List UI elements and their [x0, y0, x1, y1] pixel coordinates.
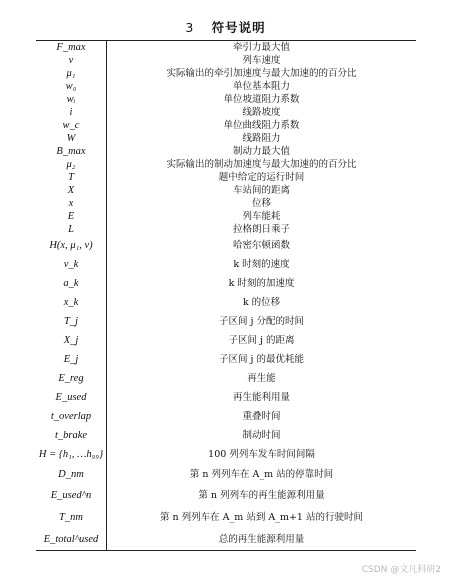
section-title: 符号说明 [211, 20, 266, 35]
table-row [36, 445, 416, 464]
table-row [36, 119, 416, 132]
section-heading [0, 18, 451, 36]
symbol-cell: x_k [36, 293, 107, 312]
table-row [36, 407, 416, 426]
symbol-cell: X_j [36, 331, 107, 350]
table-row [36, 293, 416, 312]
meaning-cell: 单位曲线阻力系数 [223, 120, 300, 131]
symbol-cell: E_used^n [36, 485, 107, 506]
meaning-cell: 位移 [251, 198, 271, 209]
meaning-cell: 制动力最大值 [232, 146, 290, 157]
meaning-cell: 列车速度 [242, 55, 281, 66]
meaning-cell: 实际输出的牵引加速度与最大加速的的百分比 [166, 68, 357, 79]
meaning-cell: 100 列列车发车时间间隔 [208, 449, 315, 460]
meaning-cell: k 时刻的速度 [233, 259, 290, 270]
meaning-cell: 题中给定的运行时间 [218, 172, 305, 183]
meaning-cell: 线路阻力 [242, 133, 281, 144]
symbol-cell: w₀ [36, 80, 107, 93]
symbol-cell: E [36, 210, 107, 223]
table-row [36, 312, 416, 331]
meaning-cell: 实际输出的制动加速度与最大加速的的百分比 [166, 159, 357, 170]
table-row [36, 274, 416, 293]
table-row [36, 67, 416, 80]
table-row [36, 80, 416, 93]
table-row [36, 106, 416, 119]
symbol-cell: W [36, 132, 107, 145]
table-row [36, 529, 416, 551]
meaning-cell: 牵引力最大值 [107, 41, 417, 55]
symbol-cell: wᵢ [36, 93, 107, 106]
table-row [36, 171, 416, 184]
watermark: CSDN @文凡科研2 [361, 565, 441, 575]
table-row [36, 132, 416, 145]
symbol-table [36, 40, 416, 551]
symbol-cell: i [36, 106, 107, 119]
symbol-cell: D_nm [36, 464, 107, 485]
table-row [36, 464, 416, 485]
meaning-cell: 线路坡度 [242, 107, 281, 118]
meaning-cell: 子区间 j 分配的时间 [219, 316, 304, 327]
symbol-cell: B_max [36, 145, 107, 158]
symbol-cell: E_reg [36, 369, 107, 388]
symbol-cell: x [36, 197, 107, 210]
table-row [36, 506, 416, 529]
section-number: 3 [185, 20, 195, 35]
table-row [36, 197, 416, 210]
table-row [36, 145, 416, 158]
symbol-cell: F_max [36, 41, 107, 55]
table-row [36, 350, 416, 369]
table-row [36, 184, 416, 197]
meaning-cell: 第 n 列列车在 A_m 站的停靠时间 [189, 469, 334, 480]
table-row [36, 369, 416, 388]
table-row [36, 223, 416, 236]
symbol-cell: E_j [36, 350, 107, 369]
meaning-cell: 列车能耗 [242, 211, 281, 222]
meaning-cell: 制动时间 [242, 430, 281, 441]
symbol-cell: E_used [36, 388, 107, 407]
table-row [36, 485, 416, 506]
symbol-cell: H = {h₁, …h₉₉} [36, 445, 107, 464]
meaning-cell: 第 n 列列车在 A_m 站到 A_m+1 站的行驶时间 [160, 512, 363, 523]
symbol-cell: T_nm [36, 506, 107, 529]
table-row [36, 255, 416, 274]
symbol-cell: v_k [36, 255, 107, 274]
meaning-cell: 车站间的距离 [232, 185, 290, 196]
symbol-cell: T_j [36, 312, 107, 331]
table-row [36, 41, 416, 55]
symbol-cell: t_overlap [36, 407, 107, 426]
symbol-cell: X [36, 184, 107, 197]
meaning-cell: 拉格朗日乘子 [232, 224, 290, 235]
symbol-cell: μ₁ [36, 67, 107, 80]
table-row [36, 388, 416, 407]
meaning-cell: 单位基本阻力 [232, 81, 290, 92]
meaning-cell: 再生能利用量 [232, 392, 290, 403]
meaning-cell: 子区间 j 的距离 [228, 335, 295, 346]
symbol-cell: E_total^used [36, 529, 107, 551]
symbol-cell: a_k [36, 274, 107, 293]
table-row [36, 426, 416, 445]
table-row [36, 210, 416, 223]
symbol-cell: H(x, μ₁, v) [36, 236, 107, 255]
symbol-cell: μ₂ [36, 158, 107, 171]
meaning-cell: 哈密尔顿函数 [232, 240, 290, 251]
table-row [36, 158, 416, 171]
meaning-cell: 第 n 列列车的再生能源利用量 [198, 490, 325, 501]
meaning-cell: k 时刻的加速度 [228, 278, 295, 289]
table-row [36, 236, 416, 255]
table-row [36, 331, 416, 350]
meaning-cell: 单位坡道阻力系数 [223, 94, 300, 105]
symbol-cell: t_brake [36, 426, 107, 445]
meaning-cell: 总的再生能源利用量 [107, 529, 417, 551]
symbol-cell: L [36, 223, 107, 236]
meaning-cell: 子区间 j 的最优耗能 [219, 354, 304, 365]
meaning-cell: 再生能 [247, 373, 276, 384]
symbol-cell: T [36, 171, 107, 184]
table-row [36, 54, 416, 67]
symbol-cell: w_c [36, 119, 107, 132]
table-row [36, 93, 416, 106]
meaning-cell: k 的位移 [242, 297, 281, 308]
symbol-cell: v [36, 54, 107, 67]
meaning-cell: 重叠时间 [242, 411, 281, 422]
